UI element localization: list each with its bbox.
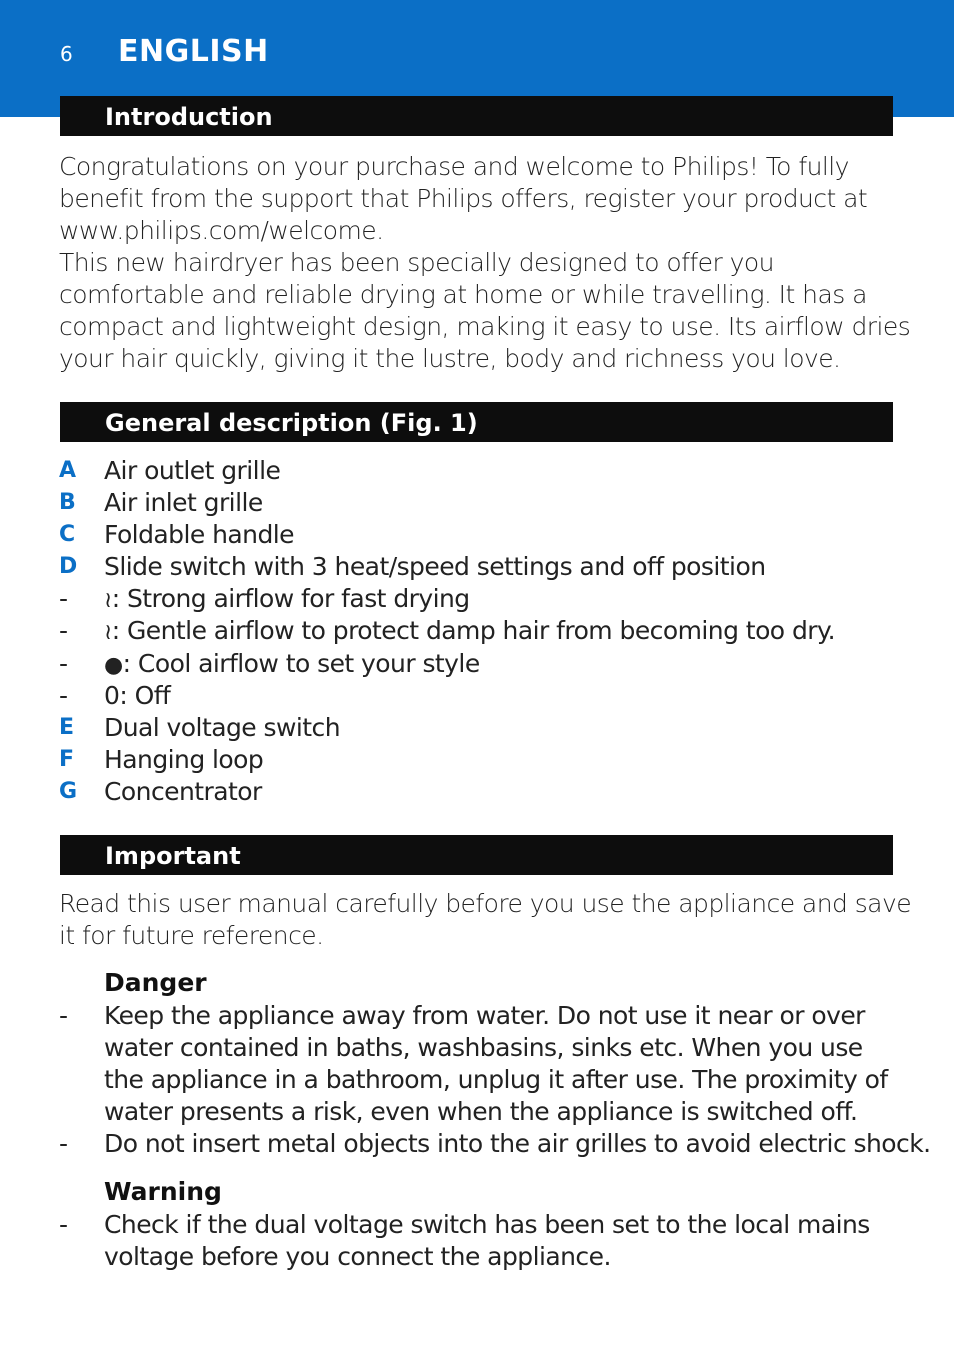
list-item	[59, 1209, 939, 1273]
list-marker: B	[59, 490, 76, 516]
cool-airflow-icon: ●	[104, 652, 123, 678]
section-heading-important: Important	[60, 835, 893, 875]
important-intro-text: Read this user manual carefully before you use the appliance and save it for future reference.	[59, 889, 912, 950]
list-marker: -	[59, 648, 68, 678]
list-item	[59, 1000, 939, 1128]
warning-heading: Warning	[104, 1177, 222, 1206]
list-marker: G	[59, 778, 77, 804]
dash-marker: -	[59, 1129, 68, 1158]
list-marker: -	[59, 680, 68, 710]
list-item	[59, 519, 929, 551]
list-item	[59, 455, 929, 487]
list-item	[59, 744, 929, 776]
list-item-text: Air outlet grille	[104, 456, 281, 485]
page-number: 6	[60, 42, 73, 66]
introduction-text	[59, 151, 919, 375]
list-item-text: ≀: Gentle airflow to protect damp hair from becoming too dry.	[104, 615, 835, 647]
list-item-text: Do not insert metal objects into the air grilles to avoid electric shock.	[104, 1129, 931, 1158]
list-item	[59, 776, 929, 808]
list-item	[59, 551, 929, 583]
list-item	[59, 583, 929, 615]
warning-list	[59, 1209, 939, 1273]
list-marker: -	[59, 616, 68, 646]
dash-marker: -	[59, 1001, 68, 1030]
list-item-text: Foldable handle	[104, 520, 295, 550]
list-item-text: Slide switch with 3 heat/speed settings and off position	[104, 552, 766, 582]
list-item-text: Air inlet grille	[104, 488, 263, 518]
section-heading-introduction: Introduction	[60, 96, 893, 136]
list-item	[59, 648, 929, 680]
list-item-text: Hanging loop	[104, 744, 264, 774]
list-item-text: 0: Off	[104, 680, 171, 710]
gentle-airflow-icon: ≀	[104, 620, 112, 646]
important-intro	[59, 888, 919, 952]
danger-list	[59, 1000, 939, 1160]
list-item-text: Dual voltage switch	[104, 712, 341, 742]
list-item	[59, 712, 929, 744]
list-item-text: ●: Cool airflow to set your style	[104, 648, 480, 680]
list-item	[59, 1128, 939, 1160]
list-item-text: Keep the appliance away from water. Do not use it near or over water contained in baths, washbasins, sinks etc. When you use the appliance in a bathroom, unplug it after use. The proximity of water presents a risk, even when the appliance is switched off.	[104, 1001, 888, 1126]
parts-list	[59, 455, 929, 808]
list-item	[59, 615, 929, 647]
list-item	[59, 680, 929, 712]
list-item-text: Concentrator	[104, 776, 262, 806]
list-marker: F	[59, 746, 74, 772]
strong-airflow-icon: ≀	[104, 588, 112, 614]
list-marker: D	[59, 554, 77, 580]
language-title: ENGLISH	[118, 34, 269, 69]
section-heading-general-description: General description (Fig. 1)	[60, 402, 893, 442]
list-item-text: Check if the dual voltage switch has been set to the local mains voltage before you connect the appliance.	[104, 1210, 870, 1271]
introduction-paragraph-1: Congratulations on your purchase and welcome to Philips! To fully benefit from the support that Philips offers, register your product at www.philips.com/welcome.	[59, 152, 868, 245]
list-marker: E	[59, 714, 74, 740]
list-item-text: ≀: Strong airflow for fast drying	[104, 583, 470, 615]
dash-marker: -	[59, 1210, 68, 1239]
list-marker: A	[59, 458, 76, 483]
danger-heading: Danger	[104, 968, 207, 997]
list-marker: C	[59, 522, 75, 548]
introduction-paragraph-2: This new hairdryer has been specially designed to offer you comfortable and reliable drying at home or while travelling. It has a compact and lightweight design, making it easy to use. Its airflow dries your hair quickly, giving it the lustre, body and richness you love.	[59, 248, 911, 373]
list-item	[59, 487, 929, 519]
list-marker: -	[59, 584, 68, 614]
